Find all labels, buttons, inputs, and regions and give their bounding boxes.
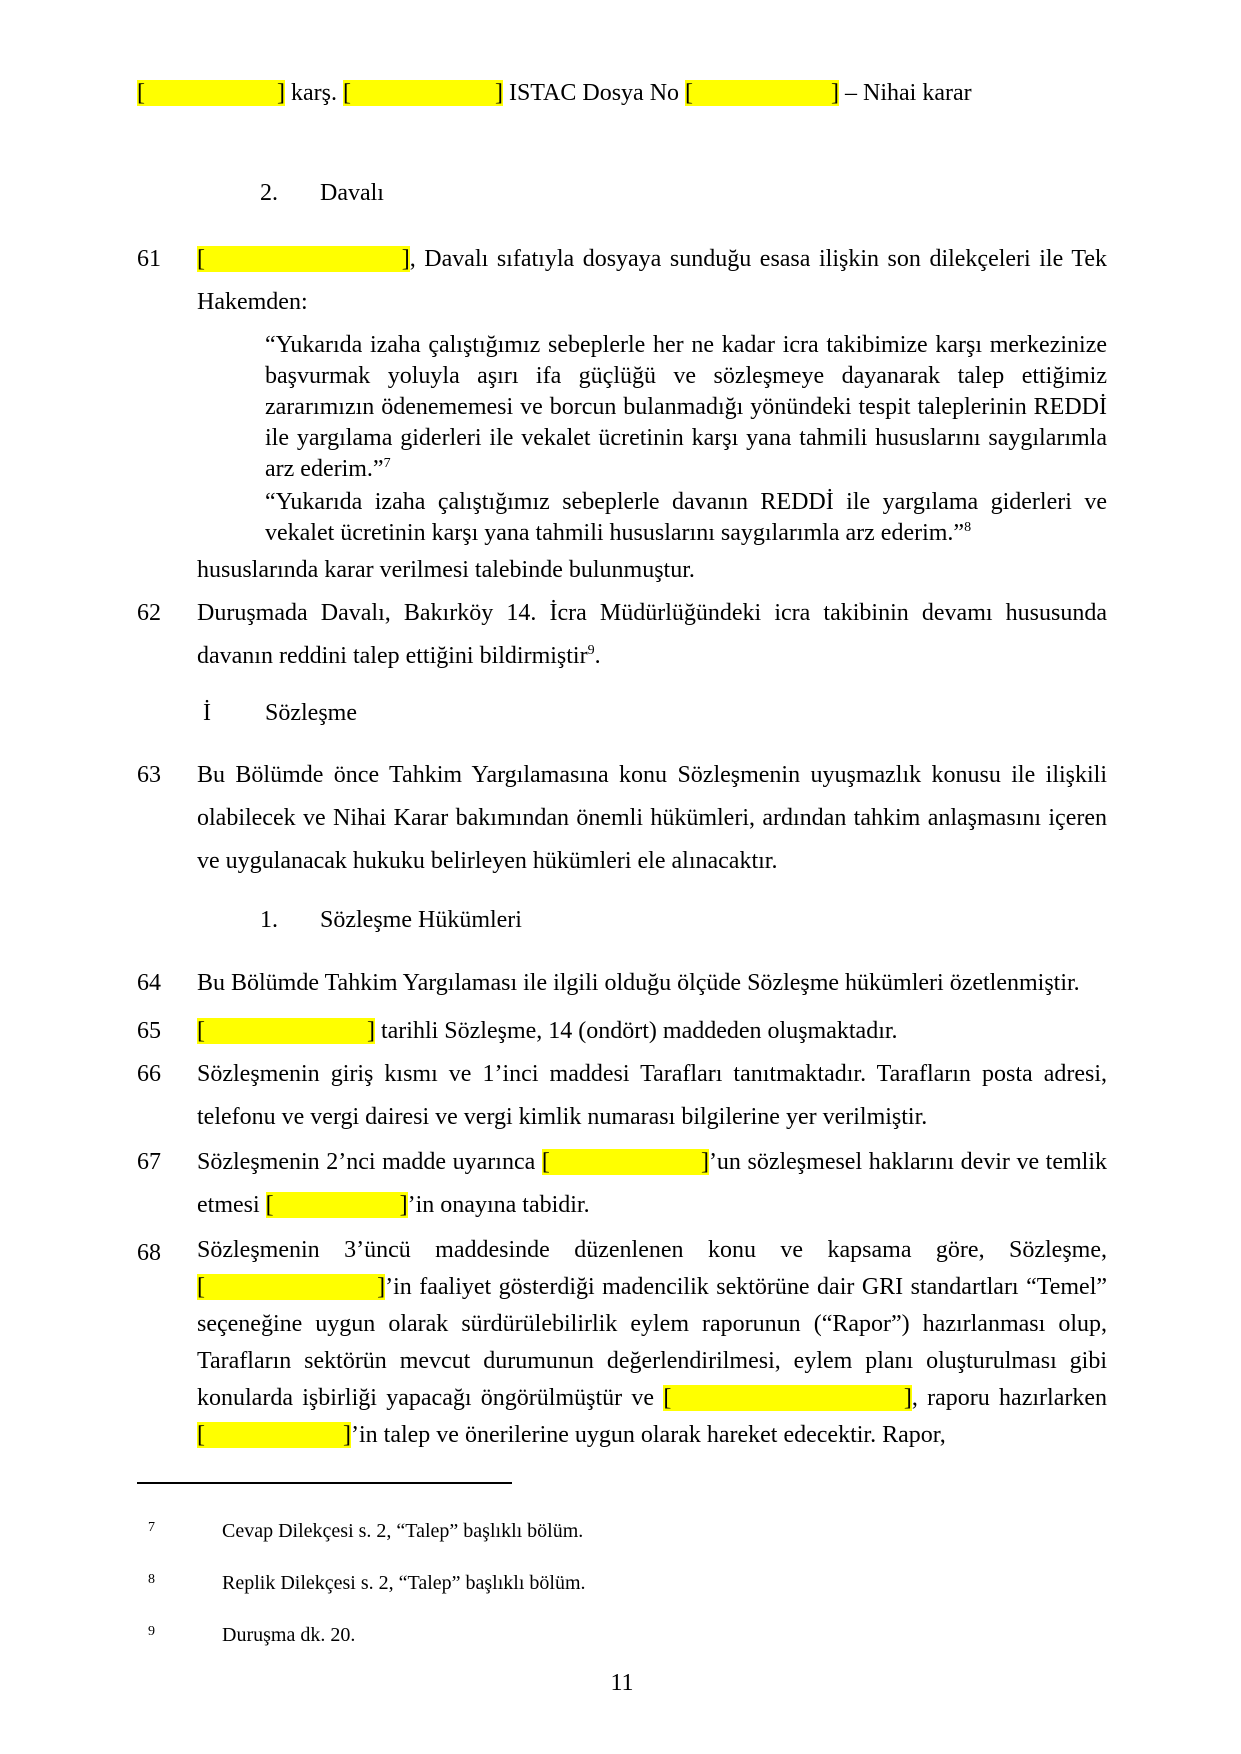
text-segment: ’un sözleşmesel haklarını devir ve temlik etmesi: [197, 1149, 1108, 1218]
footnote-8: [137, 1568, 1107, 1598]
redaction-highlight: [ ]: [197, 1274, 386, 1300]
heading-number: 1.: [260, 907, 278, 933]
section-heading-1: [260, 899, 1107, 942]
text-segment: ’in talep ve önerilerine uygun olarak hareket edecektir. Rapor,: [350, 1422, 946, 1448]
redaction-highlight: [ ]: [197, 1422, 351, 1448]
text-segment: ’in onayına tabidir.: [407, 1192, 590, 1218]
footnote-9: [137, 1620, 1107, 1650]
quoted-text: [265, 487, 1107, 549]
footnote-reference: 7: [383, 456, 391, 471]
footnote-text: Cevap Dilekçesi s. 2, “Talep” başlıklı bölüm.: [222, 1520, 584, 1542]
paragraph-65: [137, 1010, 1107, 1053]
text-segment: hususlarında karar verilmesi talebinde bulunmuştur.: [197, 557, 695, 583]
paragraph-number: 63: [137, 762, 161, 788]
footnote-separator: [137, 1482, 512, 1484]
redaction-highlight: [ ]: [342, 80, 503, 106]
redaction-highlight: [ ]: [663, 1385, 912, 1411]
paragraph-61: [137, 238, 1107, 324]
text-segment: Duruşmada Davalı, Bakırköy 14. İcra Müdürlüğündeki icra takibinin devamı hususunda davanın reddini talep ettiğini bildirmiştir: [197, 600, 1107, 669]
footnote-reference: 9: [587, 643, 595, 658]
paragraph-number: 65: [137, 1018, 161, 1044]
heading-number: İ: [203, 700, 211, 726]
footnote-text: Duruşma dk. 20.: [222, 1624, 356, 1646]
text-segment: ’in faaliyet gösterdiği madencilik sektörüne dair GRI standartları “Temel” seçeneğine uygun olarak sürdürülebilirlik eylem raporunun (“Rapor”) hazırlanması olup, Tarafların sektörün mevcut durumunun değerlendirilmesi, eylem planı oluşturulması gibi konularda işbirliği yapacağı öngörülmüştür ve: [197, 1274, 1108, 1411]
paragraph-number: 64: [137, 970, 161, 996]
paragraph-number: 66: [137, 1061, 161, 1087]
footnote-number: 8: [148, 1572, 155, 1587]
paragraph-number: 62: [137, 600, 161, 626]
text-segment: , Davalı sıfatıyla dosyaya sunduğu esasa ilişkin son dilekçeleri ile Tek Hakemden:: [197, 246, 1108, 315]
footnote-number: 7: [148, 1520, 155, 1535]
footnote-reference: 8: [964, 520, 972, 535]
heading-title: Sözleşme Hükümleri: [320, 907, 522, 933]
text-segment: – Nihai karar: [839, 80, 972, 106]
paragraph-continuation: [137, 549, 1107, 592]
text-segment: Bu Bölümde Tahkim Yargılaması ile ilgili olduğu ölçüde Sözleşme hükümleri özetlenmiştir.: [197, 970, 1080, 996]
paragraph-66: [137, 1053, 1107, 1139]
paragraph-number: 67: [137, 1149, 161, 1175]
redaction-highlight: [ ]: [137, 80, 285, 106]
page-number: 11: [610, 1670, 634, 1696]
running-header: [137, 78, 1107, 108]
text-segment: Sözleşmenin 2’nci madde uyarınca: [197, 1149, 542, 1175]
heading-number: 2.: [260, 180, 278, 206]
redaction-highlight: [ ]: [197, 1018, 375, 1044]
text-segment: .: [594, 643, 601, 669]
text-segment: Sözleşmenin giriş kısmı ve 1’inci maddesi Tarafları tanıtmaktadır. Tarafların posta adresi, telefonu ve vergi dairesi ve vergi kimlik numarası bilgilerine yer verilmiştir.: [197, 1061, 1107, 1130]
paragraph-64: [137, 962, 1107, 1005]
paragraph-68: [137, 1232, 1107, 1454]
section-heading-: [203, 692, 1107, 735]
paragraph-number: 68: [137, 1240, 161, 1266]
text-segment: , raporu hazırlarken: [911, 1385, 1107, 1411]
footnote-number: 9: [148, 1624, 155, 1639]
section-heading-2: [260, 172, 1107, 215]
redaction-highlight: [ ]: [685, 80, 840, 106]
text-segment: Bu Bölümde önce Tahkim Yargılamasına konu Sözleşmenin uyuşmazlık konusu ile ilişkili olabilecek ve Nihai Karar bakımından önemli hükümleri, ardından tahkim anlaşmasını içeren ve uygulanacak hukuku belirleyen hükümleri ele alınacaktır.: [197, 762, 1107, 874]
footnotes-list: [137, 1516, 1107, 1650]
heading-title: Davalı: [320, 180, 384, 206]
footnote-text: Replik Dilekçesi s. 2, “Talep” başlıklı bölüm.: [222, 1572, 586, 1594]
text-segment: Sözleşmenin 3’üncü maddesinde düzenlenen konu ve kapsama göre, Sözleşme,: [197, 1237, 1107, 1263]
footnote-7: [137, 1516, 1107, 1546]
document-body: [137, 172, 1107, 1454]
text-segment: tarihli Sözleşme, 14 (ondört) maddeden oluşmaktadır.: [374, 1018, 898, 1044]
quoted-text: [265, 330, 1107, 485]
paragraph-67: [137, 1141, 1107, 1227]
text-segment: ISTAC Dosya No: [502, 80, 686, 106]
redaction-highlight: [ ]: [541, 1149, 709, 1175]
paragraph-62: [137, 592, 1107, 678]
text-segment: “Yukarıda izaha çalıştığımız sebeplerle davanın REDDİ ile yargılama giderleri ve vekalet ücretinin karşı yana tahmili hususlarını saygılarımla arz ederim.”: [265, 489, 1107, 546]
redaction-highlight: [ ]: [197, 246, 410, 272]
text-segment: “Yukarıda izaha çalıştığımız sebeplerle her ne kadar icra takibimize karşı merkezinize başvurmak yoluyla aşırı ifa güçlüğü ve sözleşmeye dayanarak talep ettiğimiz zararımızın ödenememesi ve borcun bulanmadığı yönündeki tespit taleplerinin REDDİ ile yargılama giderleri ile vekalet ücretinin karşı yana tahmili hususlarını saygılarımla arz ederim.”: [265, 332, 1107, 482]
paragraph-63: [137, 754, 1107, 883]
heading-title: Sözleşme: [265, 700, 357, 726]
paragraph-number: 61: [137, 246, 161, 272]
redaction-highlight: [ ]: [265, 1192, 408, 1218]
text-segment: karş.: [284, 80, 343, 106]
